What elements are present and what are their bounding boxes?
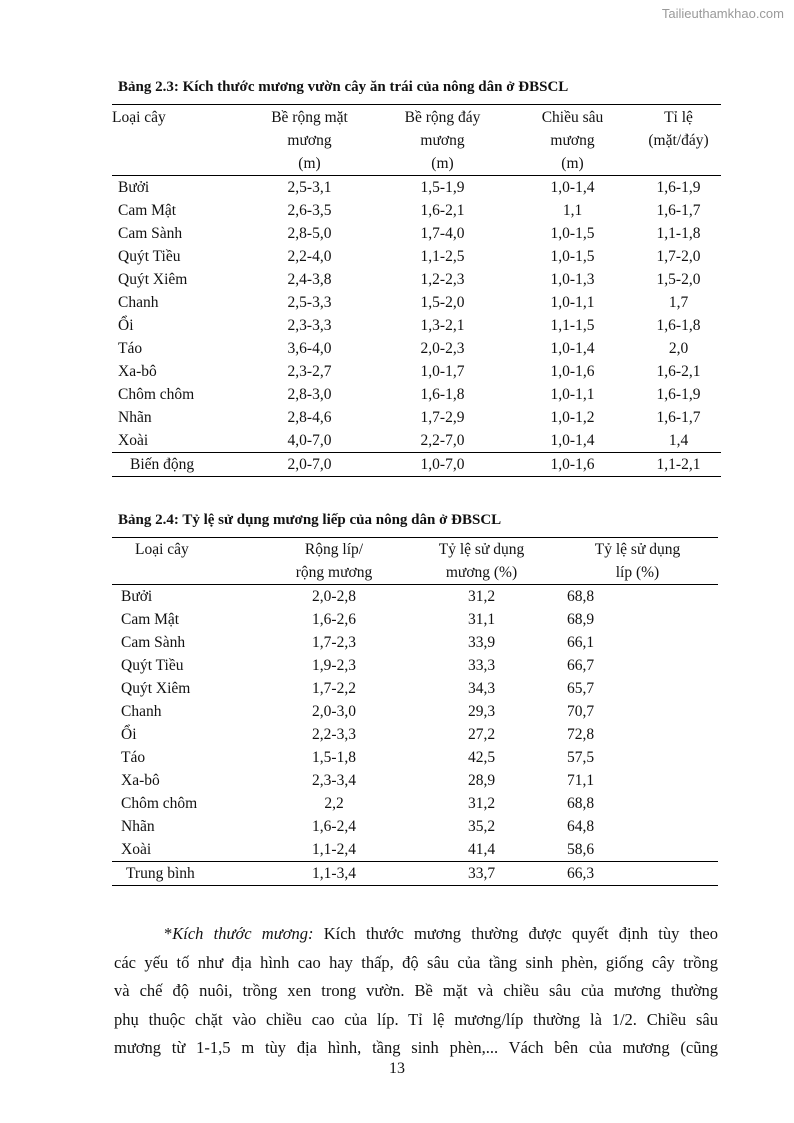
table-cell: 64,8 [567, 818, 595, 835]
t2-header-line: rộng mương [295, 564, 373, 581]
row-label-cell: Chanh [118, 294, 159, 311]
table-cell: 1,7-4,0 [420, 225, 465, 242]
row-label-cell: Xoài [121, 841, 152, 858]
table-cell: 2,5-3,3 [287, 294, 332, 311]
row-label-cell: Bưởi [121, 588, 153, 605]
table-cell: 58,6 [567, 841, 595, 858]
t1-header-line: Loại cây [112, 109, 166, 126]
table-cell: 2,0-2,8 [312, 588, 356, 605]
table-cell: 2,6-3,5 [287, 202, 332, 219]
row-label-cell: Chôm chôm [121, 795, 198, 812]
row-label-cell: Quýt Tiều [121, 657, 184, 674]
table-cell: 3,6-4,0 [287, 340, 332, 357]
row-label-cell: Ổi [118, 317, 134, 334]
table-row [112, 815, 718, 838]
table-cell: 68,9 [567, 611, 595, 628]
table-cell: 65,7 [567, 680, 595, 697]
table-cell: 68,8 [567, 795, 595, 812]
table-2-3 [112, 104, 721, 477]
table-cell: 1,0-1,1 [550, 386, 595, 403]
table-2-3-footer-row [112, 453, 721, 477]
table-row [112, 723, 718, 746]
paragraph-lead: * [164, 924, 173, 943]
table-cell: 1,0-1,4 [550, 179, 595, 196]
table-cell: 1,0-1,4 [550, 340, 595, 357]
table-cell: 1,0-1,5 [550, 248, 595, 265]
paragraph-line: và chế độ nuôi, trồng xen trong vườn. Bề mặt và chiều sâu của mương thường [114, 981, 718, 1000]
t1-header-line: Tỉ lệ [664, 109, 693, 126]
table-row [112, 585, 718, 609]
t1-header-line: Chiều sâu [541, 109, 604, 126]
table-cell: 2,4-3,8 [287, 271, 332, 288]
table-2-4 [112, 537, 718, 886]
table-2-3-caption: Bảng 2.3: Kích thước mương vườn cây ăn trái của nông dân ở ĐBSCL [118, 79, 569, 95]
page-number: 13 [389, 1060, 405, 1077]
row-label-cell: Táo [118, 340, 143, 357]
t1-header-line: (m) [561, 155, 584, 172]
table-cell: 1,1-1,8 [656, 225, 701, 242]
table-cell: 35,2 [467, 818, 496, 835]
t1-header-line: (m) [431, 155, 454, 172]
table-cell: 2,3-3,4 [312, 772, 356, 789]
table-cell: 1,0-1,1 [550, 294, 595, 311]
table-cell: 1,2-2,3 [420, 271, 465, 288]
paragraph-italic-term: Kích thước mương: [172, 924, 314, 943]
table-2-4-header-row [112, 538, 718, 585]
row-label-cell: Nhãn [121, 818, 155, 835]
row-label-cell: Xa-bô [118, 363, 157, 380]
table-row [112, 677, 718, 700]
paragraph-line: mương từ 1-1,5 m tùy địa hình, tầng sinh phèn,... Vách bên của mương (cũng [114, 1038, 718, 1057]
table-cell: 1,5-2,0 [420, 294, 465, 311]
table-cell: 1,7-2,3 [312, 634, 356, 651]
table-cell: 1,5-1,9 [420, 179, 465, 196]
table-cell: 31,2 [467, 795, 496, 812]
row-label-cell: Ổi [121, 726, 137, 743]
table-cell: 31,2 [467, 588, 496, 605]
table-cell: 4,0-7,0 [287, 432, 332, 449]
table-cell: 1,6-1,7 [656, 202, 701, 219]
table-row [112, 608, 718, 631]
row-label-cell: Cam Mật [118, 202, 177, 219]
table-cell: 2,2-4,0 [287, 248, 332, 265]
table-cell: 2,0-3,0 [312, 703, 356, 720]
table-cell: 1,6-2,1 [656, 363, 701, 380]
table-cell: 1,7 [668, 294, 689, 311]
table-cell: 2,3-3,3 [287, 317, 332, 334]
table-cell: 1,6-2,1 [420, 202, 465, 219]
table-cell: 2,8-3,0 [287, 386, 332, 403]
t1-header-line: Bề rộng đáy [404, 109, 481, 126]
row-label-cell: Táo [121, 749, 146, 766]
table-cell: 1,0-1,2 [550, 409, 595, 426]
table-row [112, 176, 721, 200]
table-cell: 1,3-2,1 [420, 317, 465, 334]
t2-footer-cell: 1,1-3,4 [262, 862, 406, 886]
t1-header-line: (m) [298, 155, 321, 172]
table-cell: 1,6-2,6 [312, 611, 356, 628]
t2-header-line: Loại cây [135, 541, 189, 558]
t1-header-cell [243, 105, 376, 176]
t1-header-cell [636, 105, 721, 176]
table-cell: 2,5-3,1 [287, 179, 332, 196]
t2-footer-cell: 33,7 [406, 862, 557, 886]
table-row [112, 429, 721, 453]
watermark: Tailieuthamkhao.com [661, 6, 784, 21]
row-label-cell: Cam Sành [118, 225, 183, 242]
t2-header-cell [406, 538, 557, 585]
table-row [112, 792, 718, 815]
row-label-cell: Cam Mật [121, 611, 180, 628]
row-label-cell: Xa-bô [121, 772, 160, 789]
table-cell: 2,8-4,6 [287, 409, 332, 426]
table-cell: 41,4 [467, 841, 496, 858]
table-2-3-header-row [112, 105, 721, 176]
table-cell: 66,7 [567, 657, 595, 674]
table-row [112, 245, 721, 268]
table-row [112, 769, 718, 792]
paragraph-line-text: Kích thước mương thường được quyết định tùy theo [313, 924, 718, 943]
table-cell: 1,5-1,8 [312, 749, 356, 766]
table-cell: 1,4 [668, 432, 689, 449]
row-label-cell: Quýt Xiêm [121, 680, 191, 697]
t2-header-line: líp (%) [615, 564, 660, 581]
table-row [112, 700, 718, 723]
table-cell: 1,0-1,3 [550, 271, 595, 288]
table-cell: 2,0 [668, 340, 689, 357]
table-cell: 66,1 [567, 634, 595, 651]
t2-header-cell [557, 538, 718, 585]
table-cell: 1,0-1,5 [550, 225, 595, 242]
t1-header-line: mương [287, 132, 332, 149]
table-cell: 1,6-1,8 [656, 317, 701, 334]
table-cell: 1,7-2,0 [656, 248, 701, 265]
table-2-4-footer-row [112, 862, 718, 886]
table-cell: 1,1 [562, 202, 583, 219]
table-row [112, 199, 721, 222]
table-cell: 2,3-2,7 [287, 363, 332, 380]
row-label-cell: Bưởi [118, 179, 150, 196]
t1-header-line: (mặt/đáy) [648, 132, 709, 149]
table-cell: 1,6-1,7 [656, 409, 701, 426]
t1-footer-cell: 1,1-2,1 [636, 453, 721, 477]
table-cell: 33,3 [467, 657, 496, 674]
table-cell: 33,9 [467, 634, 496, 651]
table-row [112, 360, 721, 383]
table-row [112, 291, 721, 314]
table-row [112, 383, 721, 406]
row-label-cell: Quýt Xiêm [118, 271, 188, 288]
body-paragraph [114, 920, 718, 1063]
table-cell: 1,7-2,2 [312, 680, 356, 697]
t2-footer-label: Trung bình [112, 862, 262, 886]
t2-header-line: Tỷ lệ sử dụng [438, 541, 525, 558]
t2-footer-cell: 66,3 [557, 862, 718, 886]
t2-header-line: Tỷ lệ sử dụng [594, 541, 681, 558]
t1-header-line: mương [550, 132, 595, 149]
t1-footer-label: Biến động [112, 453, 243, 477]
row-label-cell: Nhãn [118, 409, 152, 426]
table-cell: 72,8 [567, 726, 595, 743]
table-cell: 2,2 [324, 795, 344, 812]
table-cell: 1,6-2,4 [312, 818, 356, 835]
t1-header-cell [112, 105, 243, 176]
table-cell: 42,5 [467, 749, 496, 766]
row-label-cell: Cam Sành [121, 634, 186, 651]
table-row [112, 314, 721, 337]
table-row [112, 406, 721, 429]
table-row [112, 631, 718, 654]
t2-header-cell [112, 538, 262, 585]
table-row [112, 654, 718, 677]
table-cell: 2,2-3,3 [312, 726, 356, 743]
paragraph-line: phụ thuộc chặt vào chiều cao của líp. Tỉ lệ mương/líp thường là 1/2. Chiều sâu [114, 1009, 718, 1029]
t2-header-line: Rộng líp/ [304, 541, 364, 558]
table-cell: 1,6-1,8 [420, 386, 465, 403]
t2-header-line: mương (%) [445, 564, 518, 581]
row-label-cell: Chôm chôm [118, 386, 195, 403]
table-cell: 1,6-1,9 [656, 386, 701, 403]
t1-header-line: Bề rộng mặt [271, 109, 348, 126]
table-row [112, 838, 718, 862]
t1-footer-cell: 1,0-7,0 [376, 453, 509, 477]
row-label-cell: Quýt Tiều [118, 248, 181, 265]
table-cell: 2,0-2,3 [420, 340, 465, 357]
table-cell: 2,8-5,0 [287, 225, 332, 242]
table-cell: 1,0-1,4 [550, 432, 595, 449]
table-cell: 1,6-1,9 [656, 179, 701, 196]
t1-header-cell [509, 105, 636, 176]
table-cell: 2,2-7,0 [420, 432, 465, 449]
table-cell: 29,3 [467, 703, 496, 720]
t1-footer-cell: 1,0-1,6 [509, 453, 636, 477]
table-cell: 68,8 [567, 588, 595, 605]
table-cell: 31,1 [467, 611, 496, 628]
table-cell: 34,3 [467, 680, 496, 697]
table-cell: 1,9-2,3 [312, 657, 356, 674]
paragraph-line [114, 920, 718, 949]
table-row [112, 337, 721, 360]
table-2-4-caption: Bảng 2.4: Tỷ lệ sử dụng mương liếp của nông dân ở ĐBSCL [118, 512, 502, 528]
t1-header-line: mương [420, 132, 465, 149]
table-cell: 27,2 [467, 726, 496, 743]
table-cell: 1,5-2,0 [656, 271, 701, 288]
table-row [112, 746, 718, 769]
row-label-cell: Chanh [121, 703, 162, 720]
paragraph-line: các yếu tố như địa hình cao hay thấp, độ sâu của tầng sinh phèn, giống cây trồng [114, 952, 718, 972]
row-label-cell: Xoài [118, 432, 149, 449]
table-cell: 1,1-2,5 [420, 248, 465, 265]
table-cell: 57,5 [567, 749, 595, 766]
t1-header-cell [376, 105, 509, 176]
table-cell: 1,1-2,4 [312, 841, 356, 858]
table-cell: 1,0-1,6 [550, 363, 595, 380]
table-row [112, 268, 721, 291]
table-cell: 1,1-1,5 [550, 317, 595, 334]
t2-header-cell [262, 538, 406, 585]
table-cell: 28,9 [467, 772, 496, 789]
table-cell: 71,1 [567, 772, 595, 789]
t1-footer-cell: 2,0-7,0 [243, 453, 376, 477]
table-cell: 1,0-1,7 [420, 363, 465, 380]
table-row [112, 222, 721, 245]
table-cell: 70,7 [567, 703, 595, 720]
table-cell: 1,7-2,9 [420, 409, 465, 426]
